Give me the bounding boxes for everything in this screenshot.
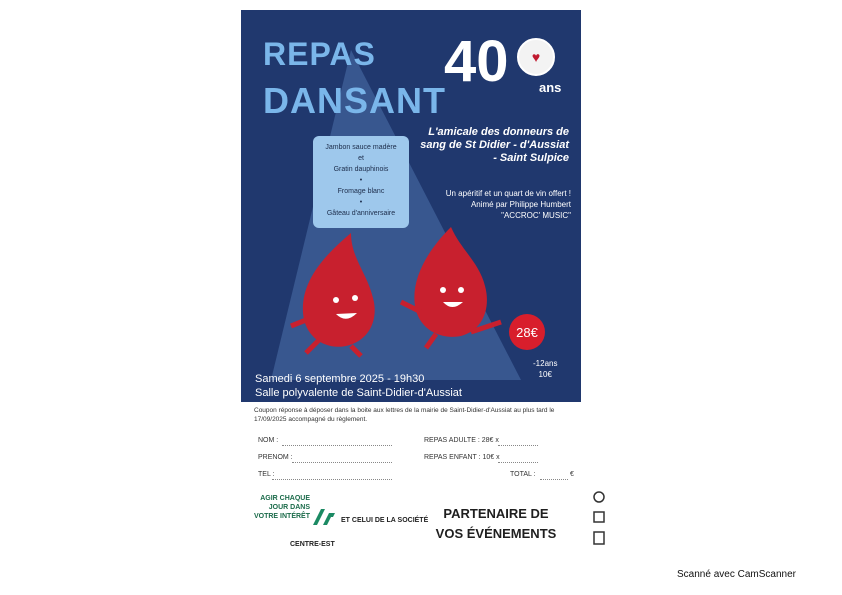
dancing-drop-right-icon <box>391 222 511 352</box>
tel-label: TEL : <box>258 471 275 478</box>
camscanner-watermark: Scanné avec CamScanner <box>677 569 796 580</box>
menu-item: et <box>358 155 364 162</box>
coupon-intro: Coupon réponse à déposer dans la boite aux lettres de la mairie de Saint-Didier-d'Aussiat au plus tard le 17/09/2025 accompagné du règlement. <box>254 407 555 423</box>
prenom-field[interactable] <box>292 462 392 463</box>
nom-label: NOM : <box>258 437 279 444</box>
menu-item: Gratin dauphinois <box>333 166 389 173</box>
event-date-venue <box>255 372 462 400</box>
sponsor-slogan-right: ET CELUI DE LA SOCIÉTÉ <box>341 517 429 524</box>
adult-meal-label: REPAS ADULTE : 28€ x <box>424 437 499 444</box>
menu-card <box>313 136 409 228</box>
sponsor-slogan-left: AGIR CHAQUE JOUR DANS VOTRE INTÉRÊT <box>253 495 310 520</box>
dancing-drop-left-icon <box>281 228 391 358</box>
extras-band: "ACCROC' MUSIC" <box>501 211 571 220</box>
legal-icons <box>592 490 606 550</box>
total-unit: € <box>570 471 574 478</box>
prenom-label: PRENOM : <box>258 454 293 461</box>
anniversary-number: 40 <box>444 29 509 94</box>
extras-host: Animé par Philippe Humbert <box>470 200 571 209</box>
event-extras <box>411 188 571 221</box>
menu-item: Gâteau d'anniversaire <box>326 210 396 217</box>
title-line-2: DANSANT <box>263 80 446 121</box>
partner-line-2: VOS ÉVÉNEMENTS <box>435 526 557 541</box>
nom-field[interactable] <box>282 445 392 446</box>
partner-banner <box>426 504 566 544</box>
association-name: L'amicale des donneurs de sang de St Didier - d'Aussiat - Saint Sulpice <box>420 126 569 164</box>
title-line-1: REPAS <box>263 36 376 72</box>
child-meal-label: REPAS ENFANT : 10€ x <box>424 454 500 461</box>
child-price: 10€ <box>538 370 552 379</box>
sponsor-region: CENTRE-EST <box>290 541 335 548</box>
event-poster <box>241 10 581 402</box>
adult-meal-qty[interactable] <box>498 445 538 446</box>
menu-item: Fromage blanc <box>337 188 385 195</box>
tel-field[interactable] <box>272 479 392 480</box>
event-date: Samedi 6 septembre 2025 - 19h30 <box>255 373 425 385</box>
extras-aperitif: Un apéritif et un quart de vin offert ! <box>445 189 571 198</box>
child-meal-qty[interactable] <box>498 462 538 463</box>
total-field[interactable] <box>540 479 568 480</box>
child-price-label <box>533 358 557 380</box>
total-label: TOTAL : <box>510 471 536 478</box>
child-age: -12ans <box>533 359 558 368</box>
menu-item: • <box>359 199 363 206</box>
partner-line-1: PARTENAIRE DE <box>443 506 549 521</box>
adult-price-badge: 28€ <box>509 314 545 350</box>
event-venue: Salle polyvalente de Saint-Didier-d'Aussiat <box>255 387 462 399</box>
anniversary-suffix: ans <box>539 80 562 95</box>
menu-item: Jambon sauce madère <box>325 144 397 151</box>
credit-agricole-logo-icon <box>311 505 337 529</box>
heart-badge-icon: ♥ <box>517 38 555 76</box>
menu-item: • <box>359 177 363 184</box>
